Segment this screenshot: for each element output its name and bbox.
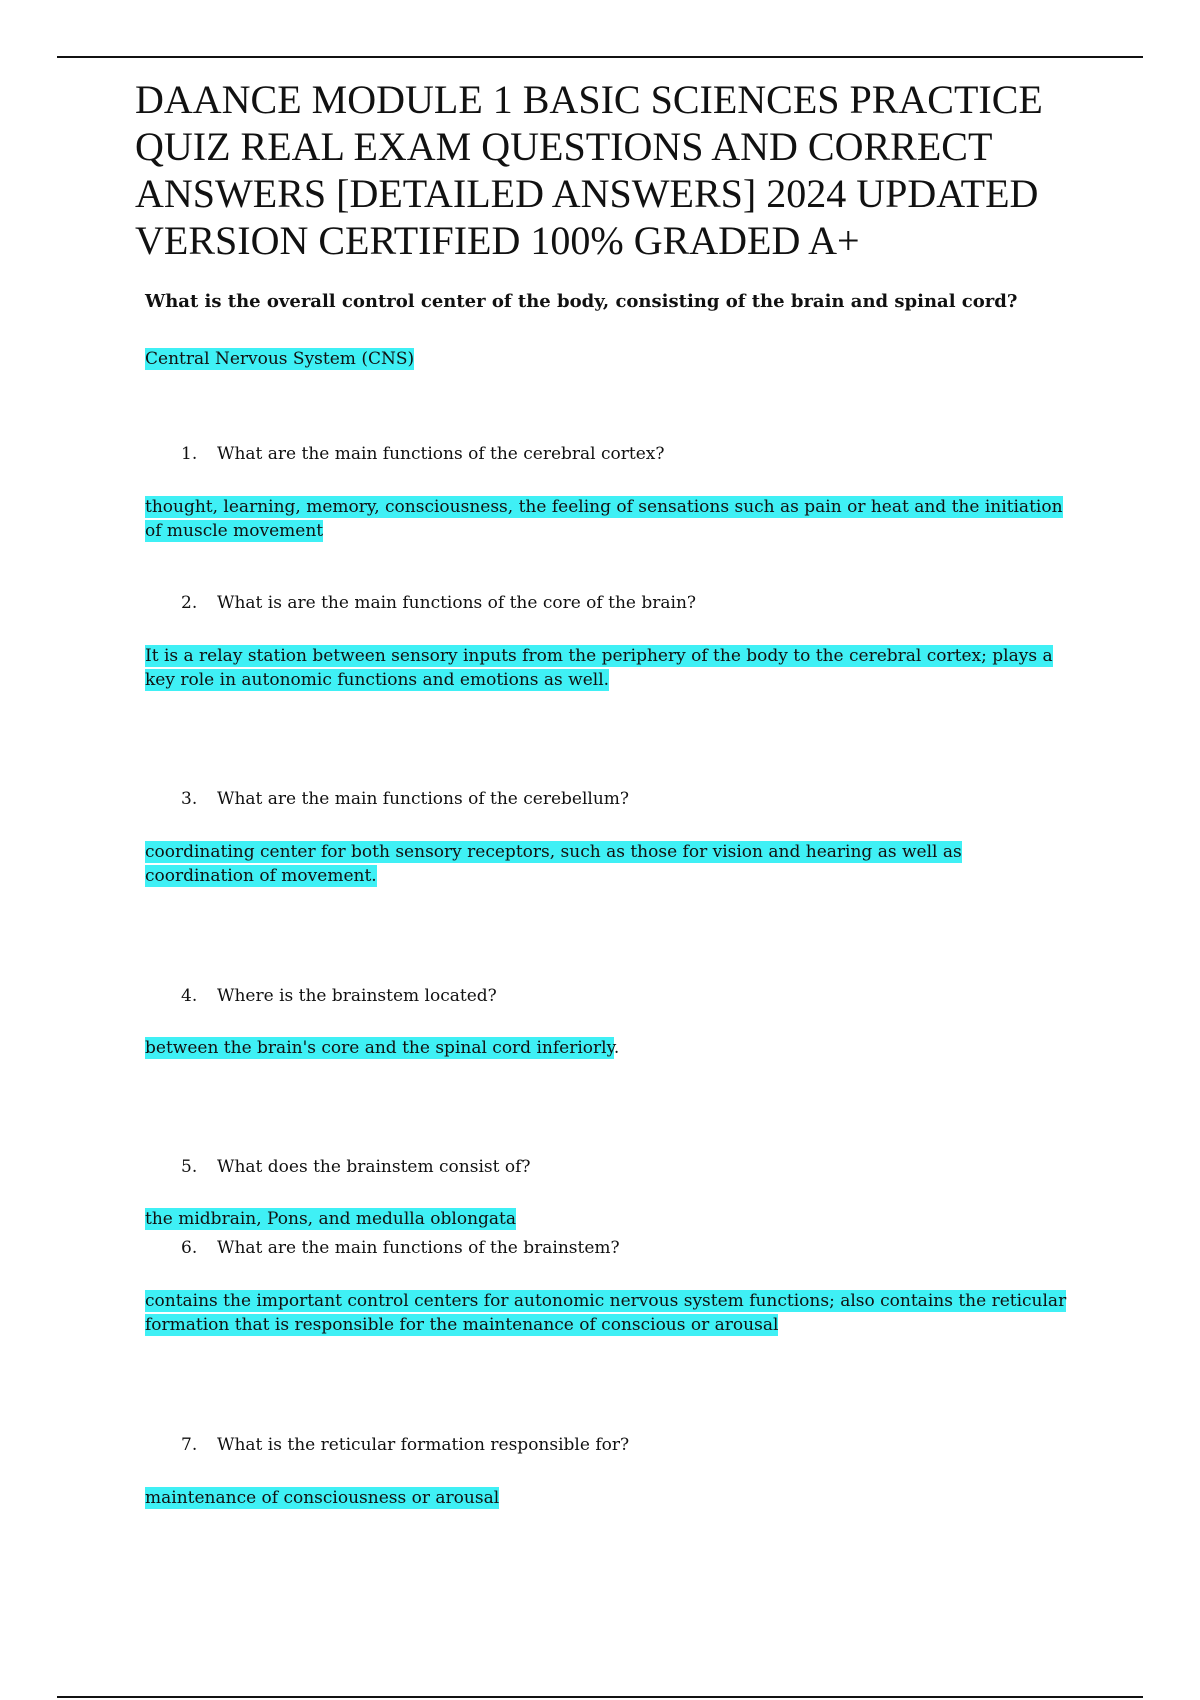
answer-highlight: coordinating center for both sensory receptors, such as those for vision and hearing as well as coordination of movement. [145, 842, 962, 886]
bottom-rule [57, 1696, 1143, 1698]
intro-question: What is the overall control center of the body, consisting of the brain and spinal cord? [145, 291, 1018, 312]
question-number: 2. [181, 593, 198, 613]
question-text: What is the reticular formation responsible for? [217, 1435, 630, 1455]
answer-5 [145, 1207, 1075, 1231]
question-text: What is are the main functions of the core of the brain? [217, 593, 697, 613]
answer-6 [145, 1289, 1075, 1337]
answer-highlight: contains the important control centers for autonomic nervous system functions; also contains the reticular formation that is responsible for the maintenance of conscious or arousal [145, 1291, 1067, 1335]
question-number: 4. [181, 986, 198, 1006]
question-text: Where is the brainstem located? [217, 986, 497, 1006]
question-number: 7. [181, 1435, 198, 1455]
answer-1 [145, 495, 1075, 543]
question-5 [181, 1155, 1081, 1179]
question-7 [181, 1433, 1081, 1457]
answer-highlight: maintenance of consciousness or arousal [145, 1488, 500, 1508]
question-text: What are the main functions of the brainstem? [217, 1238, 620, 1258]
answer-suffix: . [613, 1038, 620, 1058]
answer-highlight: thought, learning, memory, consciousness, the feeling of sensations such as pain or heat and the initiation of muscle movement [145, 497, 1063, 541]
question-number: 3. [181, 789, 198, 809]
question-text: What are the main functions of the cerebellum? [217, 789, 630, 809]
question-text: What are the main functions of the cerebral cortex? [217, 444, 665, 464]
question-6 [181, 1236, 1081, 1260]
answer-highlight: the midbrain, Pons, and medulla oblongata [145, 1209, 517, 1229]
question-3 [181, 787, 1081, 811]
top-rule [57, 56, 1143, 58]
question-2 [181, 591, 1081, 615]
answer-4 [145, 1036, 1075, 1060]
question-number: 1. [181, 444, 198, 464]
intro-answer [145, 347, 1075, 371]
answer-7 [145, 1486, 1075, 1510]
answer-highlight: It is a relay station between sensory inputs from the periphery of the body to the cerebral cortex; plays a key role in autonomic functions and emotions as well. [145, 646, 1053, 690]
question-4 [181, 984, 1081, 1008]
question-1 [181, 442, 1081, 466]
question-number: 6. [181, 1238, 198, 1258]
question-number: 5. [181, 1157, 198, 1177]
document-title: DAANCE MODULE 1 BASIC SCIENCES PRACTICE QUIZ REAL EXAM QUESTIONS AND CORRECT ANSWERS [DETAILED ANSWERS] 2024 UPDATED VERSION CERTIFIED 100% GRADED A+ [135, 77, 1043, 263]
answer-2 [145, 644, 1075, 692]
answer-highlight: Central Nervous System (CNS) [145, 349, 415, 369]
answer-highlight: between the brain's core and the spinal cord inferiorly [145, 1038, 614, 1058]
answer-3 [145, 840, 1075, 888]
question-text: What does the brainstem consist of? [217, 1157, 531, 1177]
